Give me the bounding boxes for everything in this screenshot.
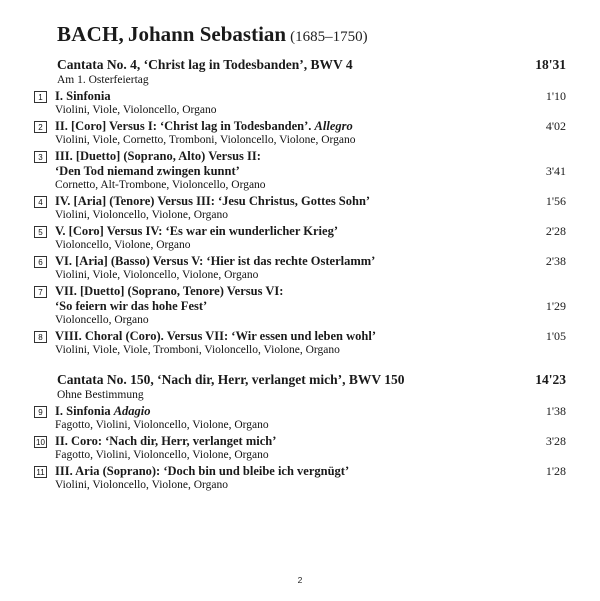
track-row (34, 284, 566, 326)
track-number: 10 (34, 436, 47, 448)
track-time: 1'28 (545, 464, 566, 478)
track-title-line (55, 254, 566, 269)
track-row (34, 329, 566, 356)
track-title-tempo: Adagio (113, 404, 151, 418)
composer-forenames: Johann Sebastian (127, 22, 287, 46)
track-title: I. Sinfonia (55, 89, 111, 103)
track-title: VIII. Choral (Coro). Versus VII: ‘Wir essen und leben wohl’ (55, 329, 376, 343)
track-title: VI. [Aria] (Basso) Versus V: ‘Hier ist das rechte Osterlamm’ (55, 254, 376, 268)
work-header (57, 57, 566, 73)
track-scoring: Fagotto, Violini, Violoncello, Violone, Organo (55, 419, 269, 431)
track-scoring: Violini, Viole, Viole, Tromboni, Violoncello, Violone, Organo (55, 344, 340, 356)
track-row (34, 149, 566, 191)
track-title-continued: ‘So feiern wir das hohe Fest’ (55, 299, 208, 313)
track-title-line (55, 329, 566, 344)
work-title: Cantata No. 4, ‘Christ lag in Todesbanden’, BWV 4 (57, 57, 353, 72)
track-title-line (55, 194, 566, 209)
track-number: 7 (34, 286, 47, 298)
track-number: 9 (34, 406, 47, 418)
track-number: 3 (34, 151, 47, 163)
track-title-line-2 (55, 299, 566, 314)
track-title-line-2 (55, 164, 566, 179)
track-title (55, 404, 536, 419)
track-title-line (55, 284, 566, 299)
track-number: 5 (34, 226, 47, 238)
track-body (47, 404, 566, 431)
track-row (34, 224, 566, 251)
track-time: 1'29 (545, 299, 566, 313)
track-body (47, 119, 566, 146)
track-title-continued: ‘Den Tod niemand zwingen kunnt’ (55, 164, 240, 178)
track-title-line (55, 404, 566, 419)
track-time: 1'38 (545, 404, 566, 418)
track-scoring: Violini, Viole, Violoncello, Violone, Organo (55, 269, 259, 281)
composer-surname: BACH, (57, 22, 124, 46)
track-title: II. Coro: ‘Nach dir, Herr, verlanget mich’ (55, 434, 277, 448)
work-header (57, 372, 566, 388)
work-block (34, 372, 566, 491)
track-number: 4 (34, 196, 47, 208)
track-title-line (55, 149, 566, 164)
track-title: III. [Duetto] (Soprano, Alto) Versus II: (55, 149, 261, 163)
track-scoring: Violini, Violoncello, Violone, Organo (55, 209, 228, 221)
track-title: IV. [Aria] (Tenore) Versus III: ‘Jesu Christus, Gottes Sohn’ (55, 194, 371, 208)
track-time: 3'28 (545, 434, 566, 448)
track-title (55, 119, 536, 134)
work-subtitle: Ohne Bestimmung (57, 389, 144, 401)
track-scoring: Violini, Viole, Cornetto, Tromboni, Violoncello, Violone, Organo (55, 134, 356, 146)
track-number: 6 (34, 256, 47, 268)
track-scoring: Violoncello, Organo (55, 314, 149, 326)
track-row (34, 89, 566, 116)
track-row (34, 194, 566, 221)
track-number: 8 (34, 331, 47, 343)
track-title-main: II. [Coro] Versus I: ‘Christ lag in Todesbanden’. (55, 119, 312, 133)
track-time: 2'38 (545, 254, 566, 268)
track-title-line (55, 119, 566, 134)
track-number: 2 (34, 121, 47, 133)
track-body (47, 224, 566, 251)
work-subtitle: Am 1. Osterfeiertag (57, 74, 149, 86)
section-spacer (34, 356, 566, 372)
track-time: 4'02 (545, 119, 566, 133)
track-number: 1 (34, 91, 47, 103)
work-duration: 18'31 (535, 57, 566, 72)
track-time: 1'56 (545, 194, 566, 208)
track-body (47, 329, 566, 356)
track-row (34, 464, 566, 491)
track-title-tempo: Allegro (314, 119, 353, 133)
track-body (47, 194, 566, 221)
track-row (34, 119, 566, 146)
track-row (34, 254, 566, 281)
track-title-line (55, 224, 566, 239)
track-scoring: Violini, Viole, Violoncello, Organo (55, 104, 217, 116)
track-body (47, 284, 566, 326)
track-title-main: I. Sinfonia (55, 404, 111, 418)
track-title: V. [Coro] Versus IV: ‘Es war ein wunderlicher Krieg’ (55, 224, 338, 238)
composer-heading (57, 22, 566, 47)
track-number: 11 (34, 466, 47, 478)
composer-dates: (1685–1750) (290, 29, 368, 45)
work-block (34, 57, 566, 356)
track-body (47, 254, 566, 281)
track-row (34, 404, 566, 431)
work-duration: 14'23 (535, 372, 566, 387)
page-number: 2 (297, 575, 303, 585)
track-body (47, 89, 566, 116)
track-body (47, 434, 566, 461)
track-body (47, 149, 566, 191)
track-scoring: Fagotto, Violini, Violoncello, Violone, Organo (55, 449, 269, 461)
track-scoring: Violoncello, Violone, Organo (55, 239, 191, 251)
work-title: Cantata No. 150, ‘Nach dir, Herr, verlanget mich’, BWV 150 (57, 372, 405, 387)
track-title: III. Aria (Soprano): ‘Doch bin und bleibe ich vergnügt’ (55, 464, 350, 478)
track-time: 1'10 (545, 89, 566, 103)
track-time: 2'28 (545, 224, 566, 238)
track-title-line (55, 434, 566, 449)
track-scoring: Violini, Violoncello, Violone, Organo (55, 479, 228, 491)
track-time: 3'41 (545, 164, 566, 178)
track-time: 1'05 (545, 329, 566, 343)
track-title: VII. [Duetto] (Soprano, Tenore) Versus VI: (55, 284, 284, 298)
track-body (47, 464, 566, 491)
track-scoring: Cornetto, Alt-Trombone, Violoncello, Organo (55, 179, 266, 191)
track-row (34, 434, 566, 461)
track-title-line (55, 89, 566, 104)
track-title-line (55, 464, 566, 479)
